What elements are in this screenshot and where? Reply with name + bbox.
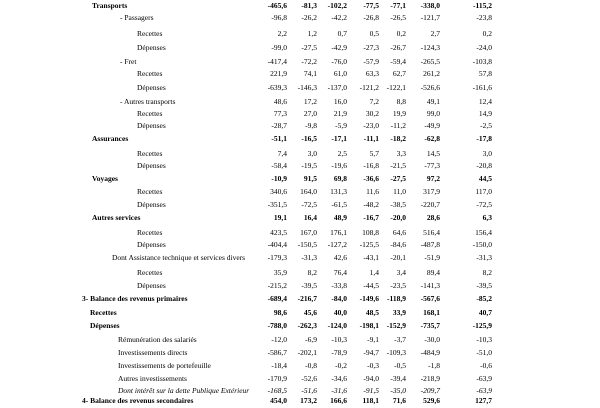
table-cell: 3,3 bbox=[396, 149, 406, 158]
table-cell: -0,6 bbox=[480, 361, 492, 370]
table-cell: -125,5 bbox=[359, 240, 379, 249]
table-cell: -198,1 bbox=[359, 321, 379, 330]
table-cell: -3,7 bbox=[394, 335, 406, 344]
table-cell: 166,6 bbox=[330, 396, 347, 405]
table-cell: -20,1 bbox=[390, 253, 406, 262]
table-cell: 108,8 bbox=[362, 228, 379, 237]
table-cell: -81,3 bbox=[301, 1, 317, 10]
table-cell: -150,0 bbox=[472, 240, 492, 249]
row-label: Recettes bbox=[137, 228, 163, 237]
table-cell: -168,5 bbox=[267, 386, 287, 395]
row-label: - Fret bbox=[120, 57, 137, 66]
table-cell: -6,9 bbox=[305, 335, 317, 344]
table-cell: -9,8 bbox=[305, 121, 317, 130]
table-cell: 57,8 bbox=[478, 69, 492, 78]
row-label: Dépenses bbox=[137, 281, 166, 290]
table-cell: 28,6 bbox=[426, 213, 440, 222]
row-label: Recettes bbox=[137, 29, 163, 38]
table-cell: -5,9 bbox=[335, 121, 347, 130]
table-cell: -18,4 bbox=[271, 361, 287, 370]
table-cell: 117,0 bbox=[475, 187, 492, 196]
table-cell: -735,7 bbox=[420, 321, 440, 330]
table-cell: 5,7 bbox=[369, 149, 379, 158]
table-cell: 261,2 bbox=[423, 69, 440, 78]
table-cell: -31,6 bbox=[331, 386, 347, 395]
table-cell: 77,3 bbox=[273, 109, 287, 118]
table-cell: 16,0 bbox=[333, 97, 347, 106]
table-cell: -58,4 bbox=[271, 161, 287, 170]
row-label: 3- Balance des revenus primaires bbox=[82, 294, 188, 303]
table-cell: -19,6 bbox=[331, 161, 347, 170]
table-cell: -27,3 bbox=[363, 43, 379, 52]
table-cell: -19,5 bbox=[301, 161, 317, 170]
table-cell: -26,7 bbox=[390, 43, 406, 52]
table-cell: -262,3 bbox=[297, 321, 317, 330]
table-cell: -72,5 bbox=[476, 200, 492, 209]
table-cell: 12,4 bbox=[478, 97, 492, 106]
table-cell: 1,2 bbox=[307, 29, 317, 38]
table-cell: -124,0 bbox=[327, 321, 347, 330]
table-cell: -586,7 bbox=[267, 348, 287, 357]
table-cell: -77,3 bbox=[424, 161, 440, 170]
table-cell: -216,7 bbox=[297, 294, 317, 303]
table-cell: -24,0 bbox=[476, 43, 492, 52]
table-cell: -18,2 bbox=[390, 134, 406, 143]
row-label: - Autres transports bbox=[120, 97, 176, 106]
table-cell: -0,8 bbox=[305, 361, 317, 370]
table-cell: -215,2 bbox=[267, 281, 287, 290]
table-cell: -12,0 bbox=[271, 335, 287, 344]
table-cell: -23,0 bbox=[363, 121, 379, 130]
table-cell: -121,2 bbox=[359, 83, 379, 92]
table-cell: -85,2 bbox=[476, 294, 492, 303]
table-cell: -16,7 bbox=[363, 213, 379, 222]
table-cell: 44,5 bbox=[478, 174, 492, 183]
table-cell: -84,0 bbox=[331, 294, 347, 303]
table-cell: 7,4 bbox=[277, 149, 287, 158]
table-cell: 40,7 bbox=[478, 308, 492, 317]
table-cell: -16,8 bbox=[363, 161, 379, 170]
table-cell: -16,5 bbox=[301, 134, 317, 143]
table-cell: 118,1 bbox=[362, 396, 379, 405]
table-cell: 127,7 bbox=[475, 396, 492, 405]
table-cell: -115,2 bbox=[473, 1, 492, 10]
row-label: Dépenses bbox=[137, 240, 166, 249]
table-cell: -17,1 bbox=[331, 134, 347, 143]
table-cell: -689,4 bbox=[267, 294, 287, 303]
row-label: 4- Balance des revenus secondaires bbox=[82, 396, 194, 405]
table-cell: 164,0 bbox=[300, 187, 317, 196]
row-label: Autres services bbox=[92, 213, 141, 222]
table-cell: 89,4 bbox=[426, 268, 440, 277]
table-cell: -484,9 bbox=[420, 348, 440, 357]
table-cell: -220,7 bbox=[420, 200, 440, 209]
table-cell: -9,1 bbox=[367, 335, 379, 344]
table-cell: -10,9 bbox=[271, 174, 287, 183]
table-cell: -28,7 bbox=[271, 121, 287, 130]
table-cell: 61,0 bbox=[333, 69, 347, 78]
table-row bbox=[0, 393, 600, 408]
row-label: Recettes bbox=[137, 187, 163, 196]
table-cell: -39,5 bbox=[301, 281, 317, 290]
table-cell: -21,5 bbox=[390, 161, 406, 170]
table-cell: -35,0 bbox=[390, 386, 406, 395]
table-cell: -125,9 bbox=[472, 321, 492, 330]
table-cell: 0,5 bbox=[369, 29, 379, 38]
row-label: Rémunération des salariés bbox=[118, 335, 197, 344]
table-cell: -31,3 bbox=[476, 253, 492, 262]
row-label: Investissements directs bbox=[118, 348, 188, 357]
table-cell: 14,9 bbox=[478, 109, 492, 118]
table-cell: -51,6 bbox=[301, 386, 317, 395]
table-cell: 11,0 bbox=[393, 187, 406, 196]
table-cell: -76,0 bbox=[331, 57, 347, 66]
table-cell: -161,6 bbox=[472, 83, 492, 92]
table-cell: 2,5 bbox=[337, 149, 347, 158]
table-row bbox=[0, 250, 600, 265]
table-cell: -27,5 bbox=[301, 43, 317, 52]
table-cell: -39,5 bbox=[476, 281, 492, 290]
table-cell: -0,3 bbox=[367, 361, 379, 370]
table-cell: 516,4 bbox=[423, 228, 440, 237]
table-cell: -202,1 bbox=[297, 348, 317, 357]
table-cell: 7,2 bbox=[369, 97, 379, 106]
table-row bbox=[0, 66, 600, 81]
table-cell: -91,5 bbox=[363, 386, 379, 395]
row-label: Recettes bbox=[137, 149, 163, 158]
table-cell: -10,3 bbox=[476, 335, 492, 344]
table-cell: 76,4 bbox=[333, 268, 347, 277]
row-label: Recettes bbox=[137, 69, 163, 78]
table-cell: 454,0 bbox=[270, 396, 287, 405]
table-cell: 40,0 bbox=[333, 308, 347, 317]
table-cell: -23,8 bbox=[476, 13, 492, 22]
table-cell: -59,4 bbox=[390, 57, 406, 66]
table-cell: 91,5 bbox=[303, 174, 317, 183]
table-cell: 176,1 bbox=[330, 228, 347, 237]
table-cell: 69,8 bbox=[333, 174, 347, 183]
row-label: Dépenses bbox=[137, 200, 166, 209]
row-label: Transports bbox=[92, 1, 128, 10]
row-label: Recettes bbox=[137, 268, 163, 277]
table-cell: 35,9 bbox=[273, 268, 287, 277]
table-cell: -141,3 bbox=[420, 281, 440, 290]
table-cell: -39,4 bbox=[390, 374, 406, 383]
row-label: Dont intérêt sur la dette Publique Extérieur bbox=[118, 386, 250, 395]
table-cell: 3,4 bbox=[396, 268, 406, 277]
table-cell: -788,0 bbox=[267, 321, 287, 330]
table-cell: 98,6 bbox=[273, 308, 287, 317]
row-label: Dépenses bbox=[137, 161, 166, 170]
table-cell: 173,2 bbox=[300, 396, 317, 405]
table-cell: 48,5 bbox=[365, 308, 379, 317]
table-cell: -42,2 bbox=[331, 13, 347, 22]
table-row bbox=[0, 210, 600, 225]
row-label: Investissements de portefeuille bbox=[118, 361, 211, 370]
table-cell: -150,5 bbox=[297, 240, 317, 249]
table-cell: -44,5 bbox=[363, 281, 379, 290]
table-cell: 48,6 bbox=[273, 97, 287, 106]
table-cell: -78,9 bbox=[331, 348, 347, 357]
table-cell: 529,6 bbox=[423, 396, 440, 405]
table-cell: -52,6 bbox=[301, 374, 317, 383]
table-cell: -170,9 bbox=[267, 374, 287, 383]
table-cell: -77,1 bbox=[390, 1, 406, 10]
table-cell: -526,6 bbox=[420, 83, 440, 92]
table-cell: -404,4 bbox=[267, 240, 287, 249]
table-cell: -109,3 bbox=[386, 348, 406, 357]
table-cell: -20,8 bbox=[476, 161, 492, 170]
table-cell: -38,5 bbox=[390, 200, 406, 209]
table-cell: 97,2 bbox=[426, 174, 440, 183]
table-cell: 0,2 bbox=[396, 29, 406, 38]
table-cell: -209,7 bbox=[420, 386, 440, 395]
table-cell: -26,2 bbox=[301, 13, 317, 22]
table-cell: 2,2 bbox=[277, 29, 287, 38]
table-cell: -127,2 bbox=[327, 240, 347, 249]
table-cell: -94,0 bbox=[363, 374, 379, 383]
table-cell: -62,8 bbox=[424, 134, 440, 143]
table-cell: 0,7 bbox=[337, 29, 347, 38]
table-cell: 2,7 bbox=[430, 29, 440, 38]
table-cell: 167,0 bbox=[300, 228, 317, 237]
table-cell: -49,9 bbox=[424, 121, 440, 130]
table-cell: 64,6 bbox=[392, 228, 406, 237]
table-cell: 27,0 bbox=[303, 109, 317, 118]
table-row bbox=[0, 291, 600, 306]
table-cell: -72,5 bbox=[301, 200, 317, 209]
table-cell: -152,9 bbox=[386, 321, 406, 330]
table-row bbox=[0, 40, 600, 55]
table-cell: -17,8 bbox=[476, 134, 492, 143]
table-cell: -218,9 bbox=[420, 374, 440, 383]
table-cell: -122,1 bbox=[386, 83, 406, 92]
table-cell: -338,0 bbox=[420, 1, 440, 10]
table-cell: 74,1 bbox=[303, 69, 317, 78]
table-cell: 168,1 bbox=[423, 308, 440, 317]
table-cell: 17,2 bbox=[303, 97, 317, 106]
table-cell: 71,6 bbox=[392, 396, 406, 405]
table-cell: -51,9 bbox=[424, 253, 440, 262]
table-cell: 21,9 bbox=[333, 109, 347, 118]
table-cell: -43,1 bbox=[363, 253, 379, 262]
table-cell: 221,9 bbox=[270, 69, 287, 78]
table-cell: -102,2 bbox=[327, 1, 347, 10]
table-row bbox=[0, 26, 600, 41]
table-cell: -51,1 bbox=[271, 134, 287, 143]
table-cell: 48,9 bbox=[333, 213, 347, 222]
table-cell: -99,0 bbox=[271, 43, 287, 52]
table-cell: -61,5 bbox=[331, 200, 347, 209]
table-cell: 33,9 bbox=[392, 308, 406, 317]
table-cell: 45,6 bbox=[303, 308, 317, 317]
row-label: Dépenses bbox=[90, 321, 120, 330]
row-label: Autres investissements bbox=[118, 374, 187, 383]
table-cell: -36,6 bbox=[363, 174, 379, 183]
table-cell: -118,9 bbox=[387, 294, 406, 303]
table-cell: 62,7 bbox=[392, 69, 406, 78]
table-cell: 8,2 bbox=[482, 268, 492, 277]
table-cell: 0,2 bbox=[482, 29, 492, 38]
table-row bbox=[0, 10, 600, 25]
table-cell: -149,6 bbox=[359, 294, 379, 303]
table-cell: -51,0 bbox=[476, 348, 492, 357]
row-label: Voyages bbox=[92, 174, 118, 183]
table-cell: -351,5 bbox=[267, 200, 287, 209]
table-cell: -146,3 bbox=[297, 83, 317, 92]
table-cell: 49,1 bbox=[426, 97, 440, 106]
table-cell: 11,6 bbox=[366, 187, 379, 196]
table-cell: 340,6 bbox=[270, 187, 287, 196]
table-cell: -77,5 bbox=[363, 1, 379, 10]
table-cell: -137,0 bbox=[327, 83, 347, 92]
table-cell: -96,8 bbox=[271, 13, 287, 22]
table-cell: -23,5 bbox=[390, 281, 406, 290]
table-cell: -639,3 bbox=[267, 83, 287, 92]
table-cell: -48,2 bbox=[363, 200, 379, 209]
table-cell: 99,0 bbox=[426, 109, 440, 118]
row-label: Assurances bbox=[92, 134, 129, 143]
table-cell: -0,2 bbox=[335, 361, 347, 370]
table-cell: -34,6 bbox=[331, 374, 347, 383]
table-cell: -487,8 bbox=[420, 240, 440, 249]
table-cell: 1,4 bbox=[369, 268, 379, 277]
table-cell: 16,4 bbox=[303, 213, 317, 222]
table-cell: -103,8 bbox=[472, 57, 492, 66]
table-cell: -2,5 bbox=[480, 121, 492, 130]
row-label: Dépenses bbox=[137, 83, 166, 92]
table-cell: -31,3 bbox=[301, 253, 317, 262]
row-label: Recettes bbox=[90, 308, 117, 317]
row-label: Recettes bbox=[137, 109, 163, 118]
table-cell: -30,0 bbox=[424, 335, 440, 344]
table-cell: -121,7 bbox=[420, 13, 440, 22]
table-cell: 19,9 bbox=[392, 109, 406, 118]
table-cell: -26,8 bbox=[363, 13, 379, 22]
table-cell: -42,9 bbox=[331, 43, 347, 52]
table-cell: 63,3 bbox=[365, 69, 379, 78]
table-cell: -1,8 bbox=[428, 361, 440, 370]
table-cell: -84,6 bbox=[390, 240, 406, 249]
table-cell: 6,3 bbox=[482, 213, 492, 222]
table-cell: -124,3 bbox=[420, 43, 440, 52]
table-row bbox=[0, 318, 600, 333]
row-label: - Passagers bbox=[120, 13, 154, 22]
table-cell: 131,3 bbox=[330, 187, 347, 196]
table-cell: -27,5 bbox=[390, 174, 406, 183]
table-cell: -20,0 bbox=[390, 213, 406, 222]
table-cell: -567,6 bbox=[420, 294, 440, 303]
table-cell: -33,8 bbox=[331, 281, 347, 290]
table-cell: 3,0 bbox=[307, 149, 317, 158]
table-cell: -63,9 bbox=[476, 374, 492, 383]
table-cell: 30,2 bbox=[365, 109, 379, 118]
table-row bbox=[0, 131, 600, 146]
table-cell: 156,4 bbox=[475, 228, 492, 237]
table-cell: -10,3 bbox=[331, 335, 347, 344]
table-cell: -63,9 bbox=[476, 386, 492, 395]
table-cell: 317,9 bbox=[423, 187, 440, 196]
table-cell: 19,1 bbox=[273, 213, 287, 222]
table-cell: -11,1 bbox=[363, 134, 379, 143]
table-cell: 14,5 bbox=[426, 149, 440, 158]
table-cell: -465,6 bbox=[267, 1, 287, 10]
table-cell: -26,5 bbox=[390, 13, 406, 22]
row-label: Dépenses bbox=[137, 43, 166, 52]
table-cell: -417,4 bbox=[267, 57, 287, 66]
table-cell: 42,6 bbox=[333, 253, 347, 262]
table-cell: -0,5 bbox=[394, 361, 406, 370]
table-cell: 423,5 bbox=[270, 228, 287, 237]
table-cell: -94,7 bbox=[363, 348, 379, 357]
table-cell: -179,3 bbox=[267, 253, 287, 262]
table-cell: -72,2 bbox=[301, 57, 317, 66]
row-label: Dont Assistance technique et services divers bbox=[112, 253, 246, 262]
table-cell: 3,0 bbox=[482, 149, 492, 158]
table-row bbox=[0, 80, 600, 95]
table-cell: 8,8 bbox=[396, 97, 406, 106]
table-cell: -11,2 bbox=[390, 121, 406, 130]
table-cell: -57,9 bbox=[363, 57, 379, 66]
row-label: Dépenses bbox=[137, 121, 166, 130]
table-cell: -265,5 bbox=[420, 57, 440, 66]
table-cell: 8,2 bbox=[307, 268, 317, 277]
